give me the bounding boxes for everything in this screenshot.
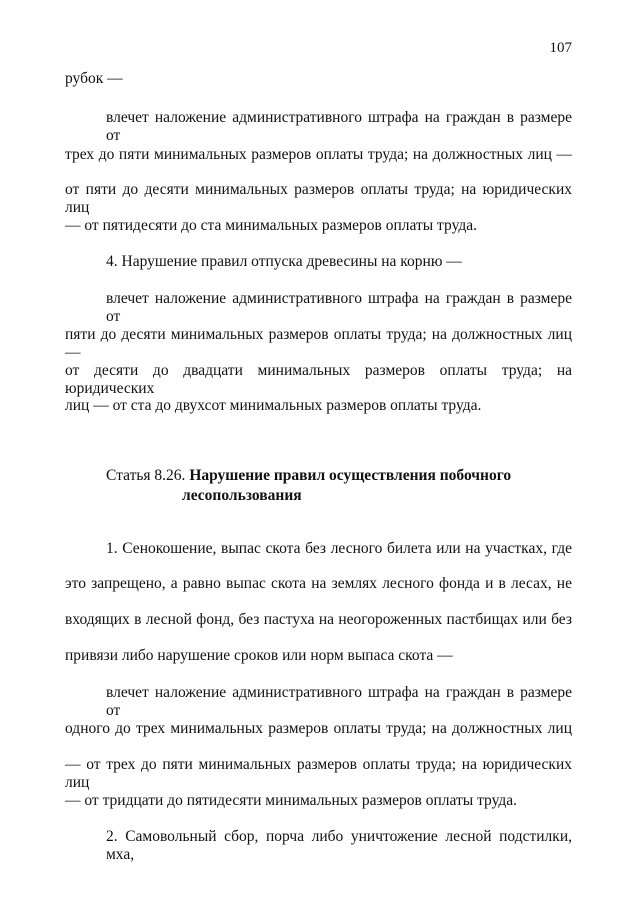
text-line: лиц — от ста до двухсот минимальных размеров оплаты труда. (65, 397, 482, 414)
page-number: 107 (549, 40, 572, 56)
text-line: от десяти до двадцати минимальных размеров оплаты труда; на юридических (65, 362, 572, 397)
article-title-cont: лесопользования (182, 487, 302, 504)
article-heading (106, 467, 511, 485)
text-line: это запрещено, а равно выпас скота на землях лесного фонда и в лесах, не (65, 575, 572, 592)
text-line: трех до пяти минимальных размеров оплаты труда; на должностных лиц — (65, 146, 572, 163)
article-heading-cont (182, 487, 302, 505)
text-line: влечет наложение административного штрафа на граждан в размере от (106, 684, 572, 719)
text-line: — от пятидесяти до ста минимальных размеров оплаты труда. (65, 217, 477, 234)
text-line: от пяти до десяти минимальных размеров оплаты труда; на юридических лиц (65, 181, 572, 216)
text-line: 2. Самовольный сбор, порча либо уничтожение лесной подстилки, мха, (106, 828, 572, 863)
text-line: влечет наложение административного штрафа на граждан в размере от (106, 109, 572, 144)
text-line: одного до трех минимальных размеров оплаты труда; на должностных лиц (65, 720, 572, 737)
text-line: — от тридцати до пятидесяти минимальных размеров оплаты труда. (65, 792, 517, 809)
text-line: входящих в лесной фонд, без пастуха на неогороженных пастбищах или без (65, 611, 572, 628)
text-line: рубок — (65, 70, 123, 87)
text-line: 4. Нарушение правил отпуска древесины на корню — (106, 253, 462, 270)
article-title: Нарушение правил осуществления побочного (189, 467, 512, 484)
text-line: — от трех до пяти минимальных размеров оплаты труда; на юридических лиц (65, 756, 572, 791)
text-line: влечет наложение административного штрафа на граждан в размере от (106, 290, 572, 325)
text-line: пяти до десяти минимальных размеров оплаты труда; на должностных лиц — (65, 326, 572, 361)
text-line: 1. Сенокошение, выпас скота без лесного билета или на участках, где (106, 540, 572, 557)
text-line: привязи либо нарушение сроков или норм выпаса скота — (65, 647, 453, 664)
article-label: Статья 8.26. (106, 467, 186, 484)
